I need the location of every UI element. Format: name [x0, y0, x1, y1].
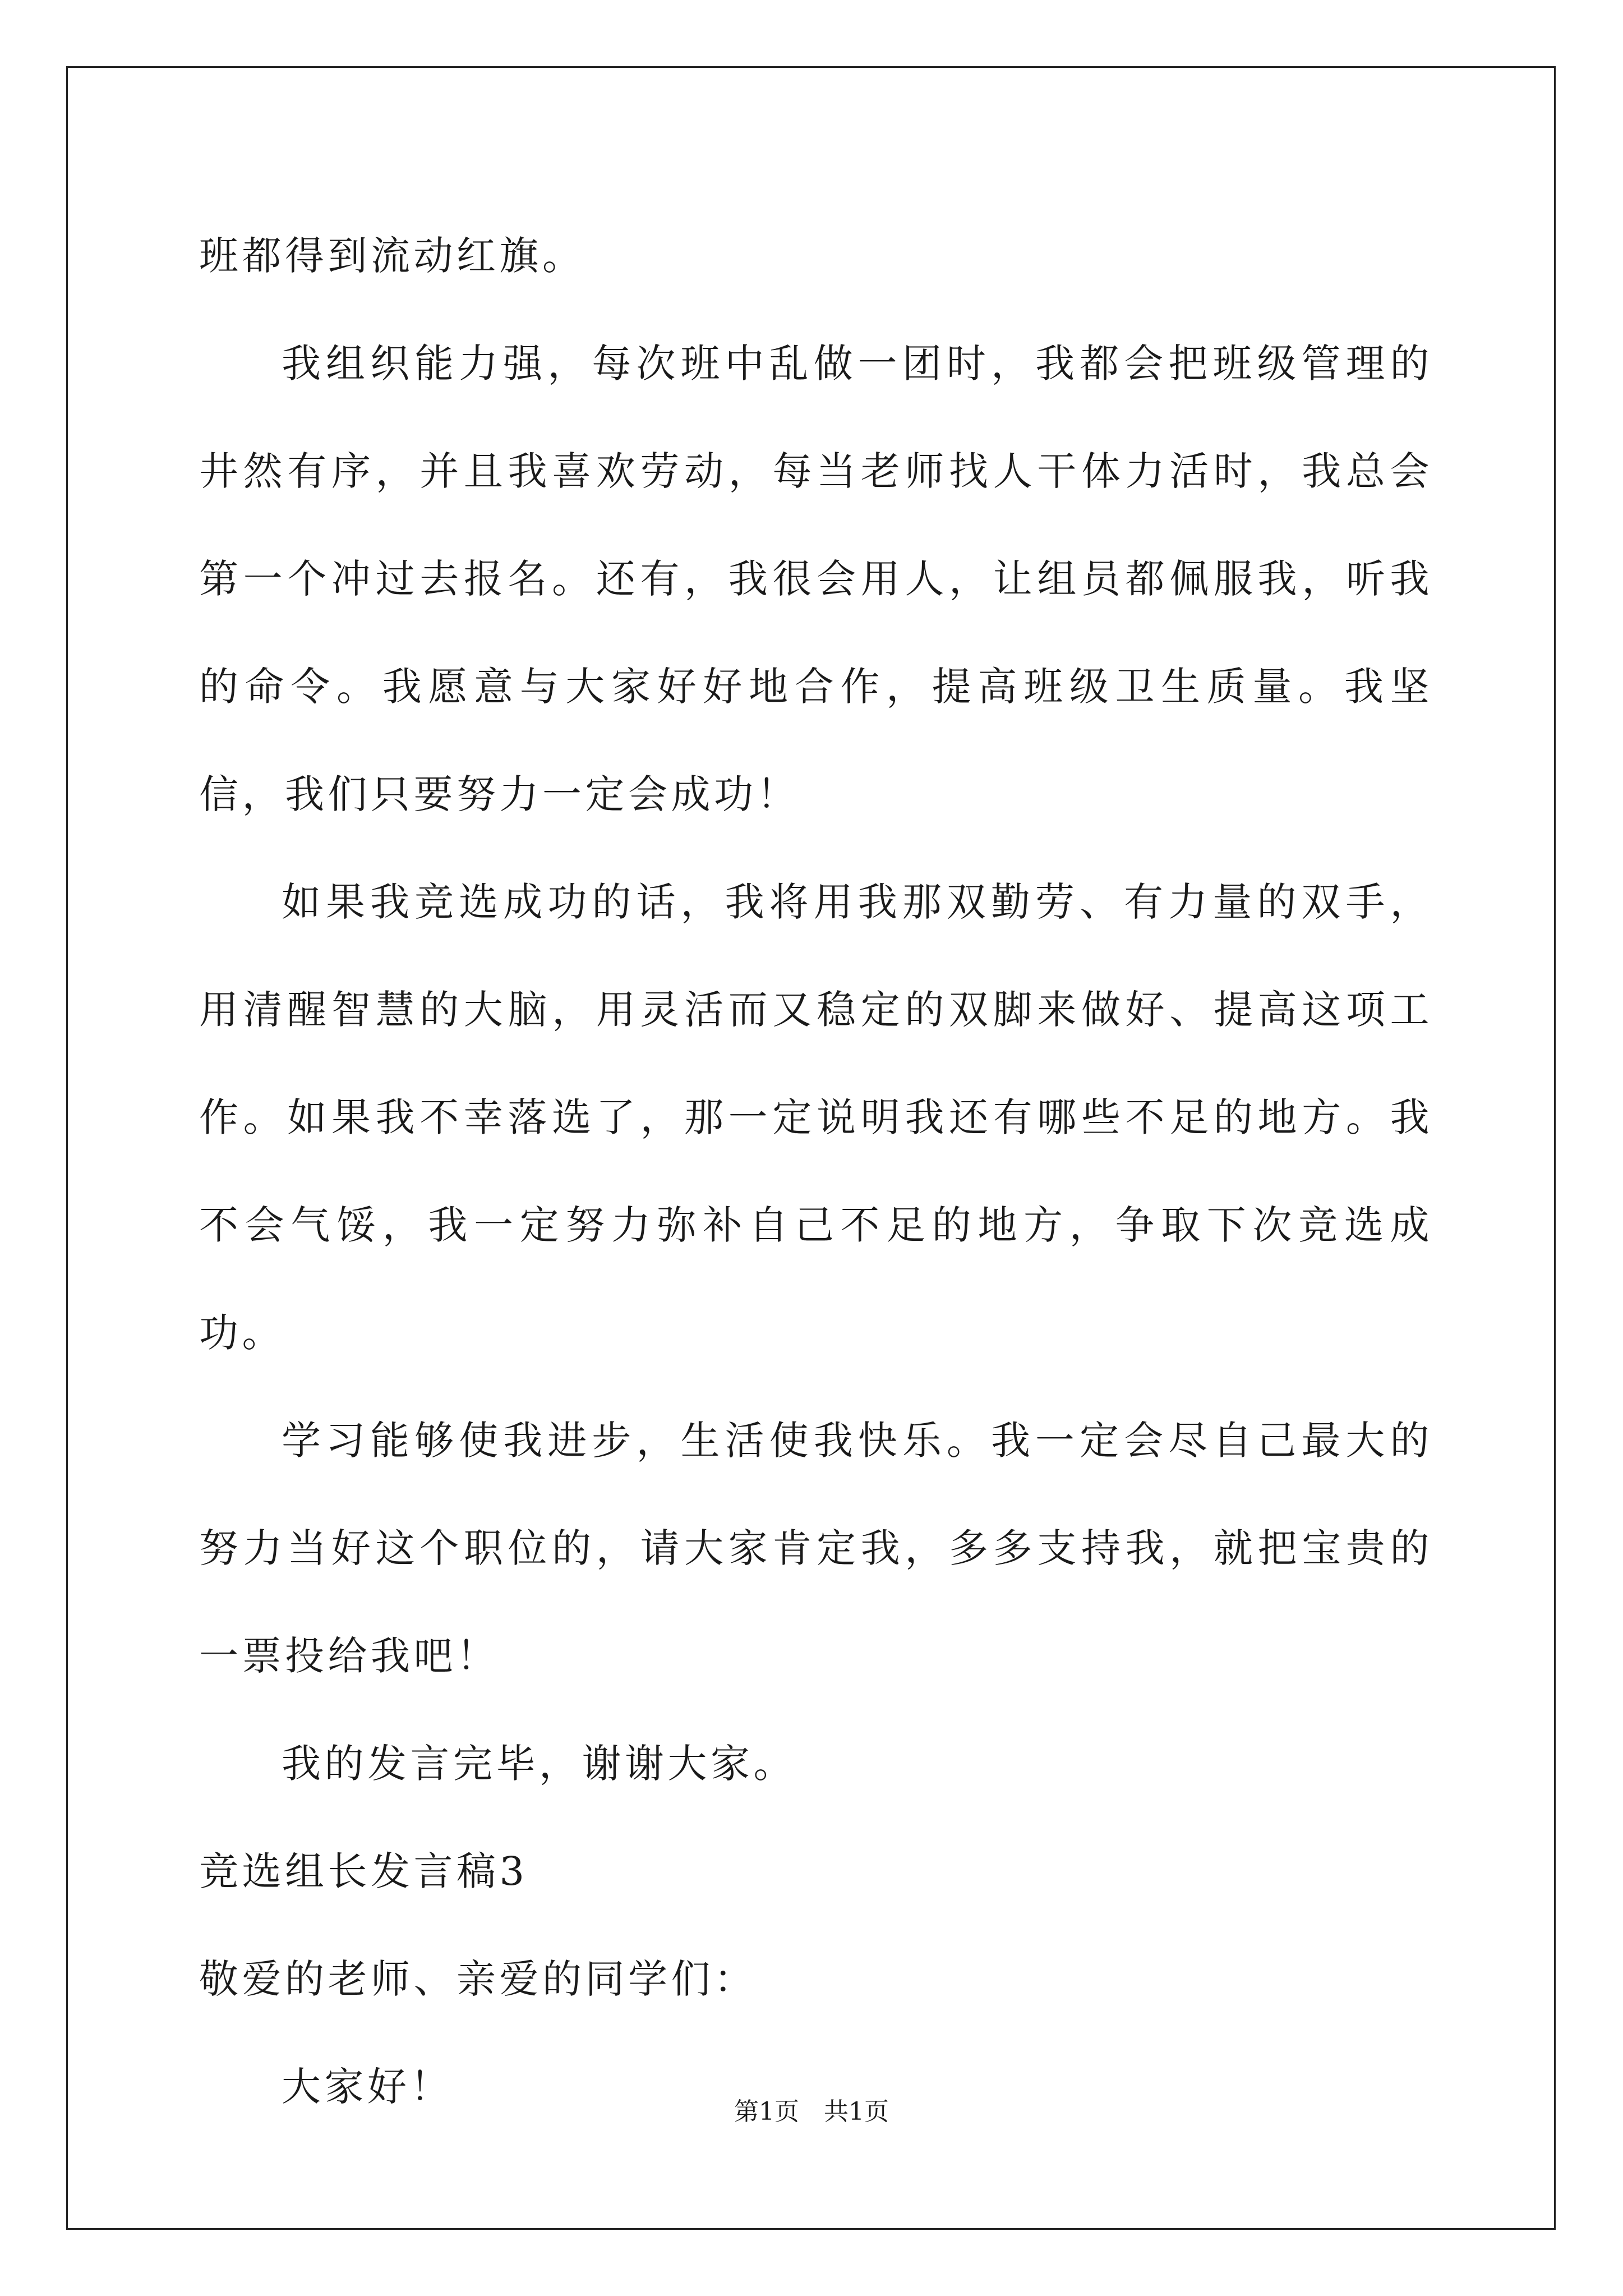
paragraph-3: 如果我竞选成功的话，我将用我那双勤劳、有力量的双手，用清醒智慧的大脑，用灵活而又稳定的双脚来做好、提高这项工作。如果我不幸落选了，那一定说明我还有哪些不足的地方。我不会气馁，我一定努力弥补自己不足的地方，争取下次竞选成功。 [199, 879, 1433, 1356]
salutation: 敬爱的老师、亲爱的同学们： [199, 1956, 757, 2002]
paragraph-4: 学习能够使我进步，生活使我快乐。我一定会尽自己最大的努力当好这个职位的，请大家肯定我，多多支持我，就把宝贵的一票投给我吧！ [199, 1418, 1433, 1679]
greeting: 大家好！ [282, 2064, 453, 2110]
document-body [199, 202, 1433, 2141]
section-heading: 竞选组长发言稿3 [199, 1848, 528, 1894]
paragraph-5: 我的发言完毕，谢谢大家。 [282, 1741, 796, 1787]
page-total: 共1页 [824, 2097, 889, 2126]
page-number: 第1页 [734, 2097, 799, 2126]
paragraph-2: 我组织能力强，每次班中乱做一团时，我都会把班级管理的井然有序，并且我喜欢劳动，每当老师找人干体力活时，我总会第一个冲过去报名。还有，我很会用人，让组员都佩服我，听我的命令。我愿意与大家好好地合作，提高班级卫生质量。我坚信，我们只要努力一定会成功！ [199, 341, 1433, 817]
paragraph-1: 班都得到流动红旗。 [199, 233, 585, 279]
page-footer [0, 2095, 1623, 2129]
